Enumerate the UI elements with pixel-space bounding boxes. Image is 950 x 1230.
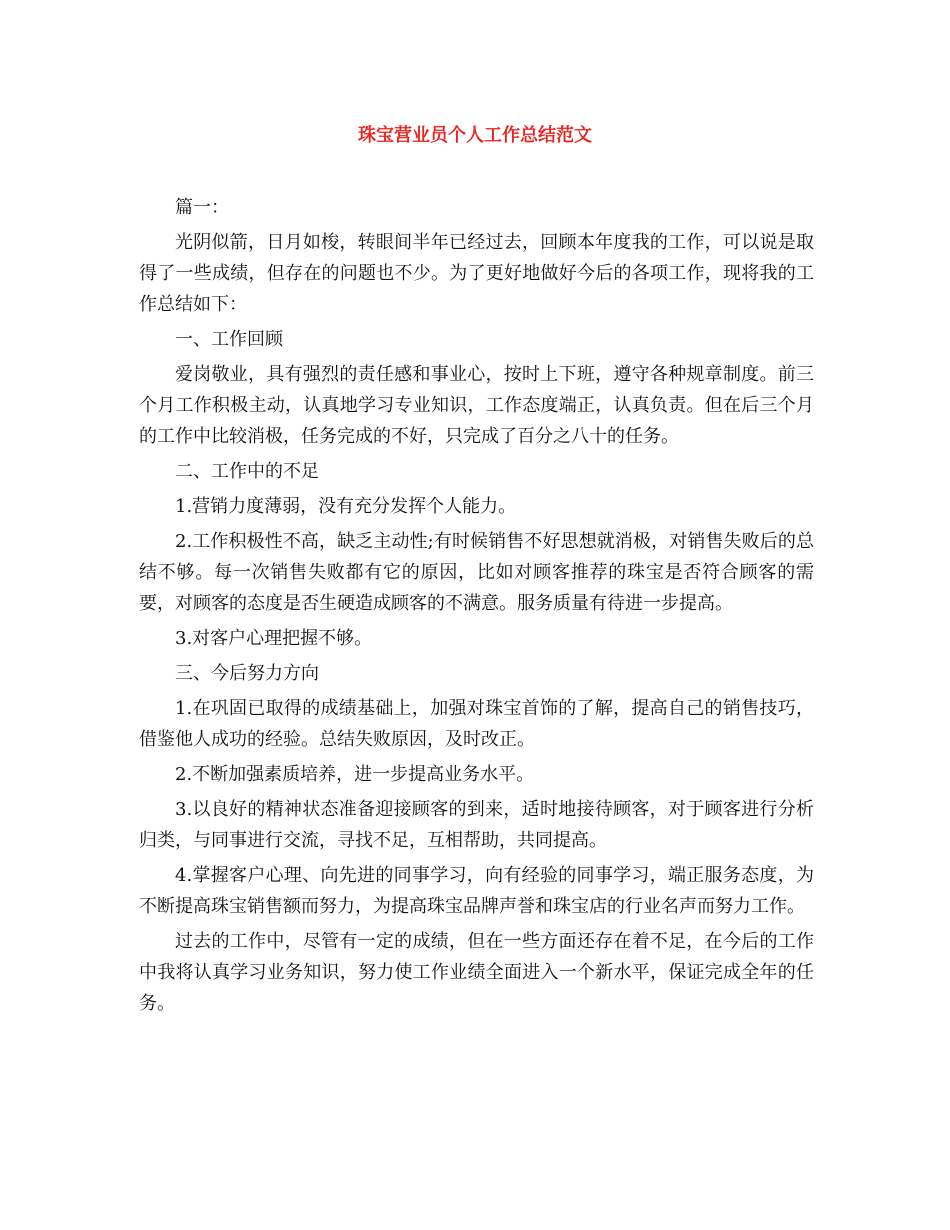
section-heading: 三、今后努力方向 bbox=[175, 663, 319, 684]
document-body bbox=[139, 192, 814, 1023]
list-item: 3.对客户心理把握不够。 bbox=[175, 628, 373, 649]
list-item: 1.在巩固已取得的成绩基础上，加强对珠宝首饰的了解，提高自己的销售技巧，借鉴他人成功的经验。总结失败原因，及时改正。 bbox=[139, 698, 814, 750]
paragraph: 爱岗敬业，具有强烈的责任感和事业心，按时上下班，遵守各种规章制度。前三个月工作积极主动，认真地学习专业知识，工作态度端正，认真负责。但在后三个月的工作中比较消极，任务完成的不好，只完成了百分之八十的任务。 bbox=[139, 364, 814, 447]
paragraph: 过去的工作中，尽管有一定的成绩，但在一些方面还存在着不足，在今后的工作中我将认真学习业务知识，努力使工作业绩全面进入一个新水平，保证完成全年的任务。 bbox=[139, 931, 814, 1014]
list-item: 1.营销力度薄弱，没有充分发挥个人能力。 bbox=[175, 496, 517, 517]
list-item: 4.掌握客户心理、向先进的同事学习，向有经验的同事学习，端正服务态度，为不断提高珠宝销售额而努力，为提高珠宝品牌声誉和珠宝店的行业名声而努力工作。 bbox=[139, 865, 814, 917]
section-heading: 一、工作回顾 bbox=[175, 329, 283, 350]
list-item: 3.以良好的精神状态准备迎接顾客的到来，适时地接待顾客，对于顾客进行分析归类，与同事进行交流，寻找不足，互相帮助，共同提高。 bbox=[139, 799, 814, 851]
list-item: 2.工作积极性不高，缺乏主动性;有时候销售不好思想就消极，对销售失败后的总结不够。每一次销售失败都有它的原因，比如对顾客推荐的珠宝是否符合顾客的需要，对顾客的态度是否生硬造成顾客的不满意。服务质量有待进一步提高。 bbox=[139, 531, 814, 614]
list-item: 2.不断加强素质培养，进一步提高业务水平。 bbox=[175, 764, 535, 785]
paragraph: 篇一： bbox=[175, 197, 229, 218]
section-heading: 二、工作中的不足 bbox=[175, 461, 319, 482]
paragraph: 光阴似箭，日月如梭，转眼间半年已经过去，回顾本年度我的工作，可以说是取得了一些成绩，但存在的问题也不少。为了更好地做好今后的各项工作，现将我的工作总结如下： bbox=[139, 232, 814, 315]
document-title: 珠宝营业员个人工作总结范文 bbox=[358, 125, 592, 146]
